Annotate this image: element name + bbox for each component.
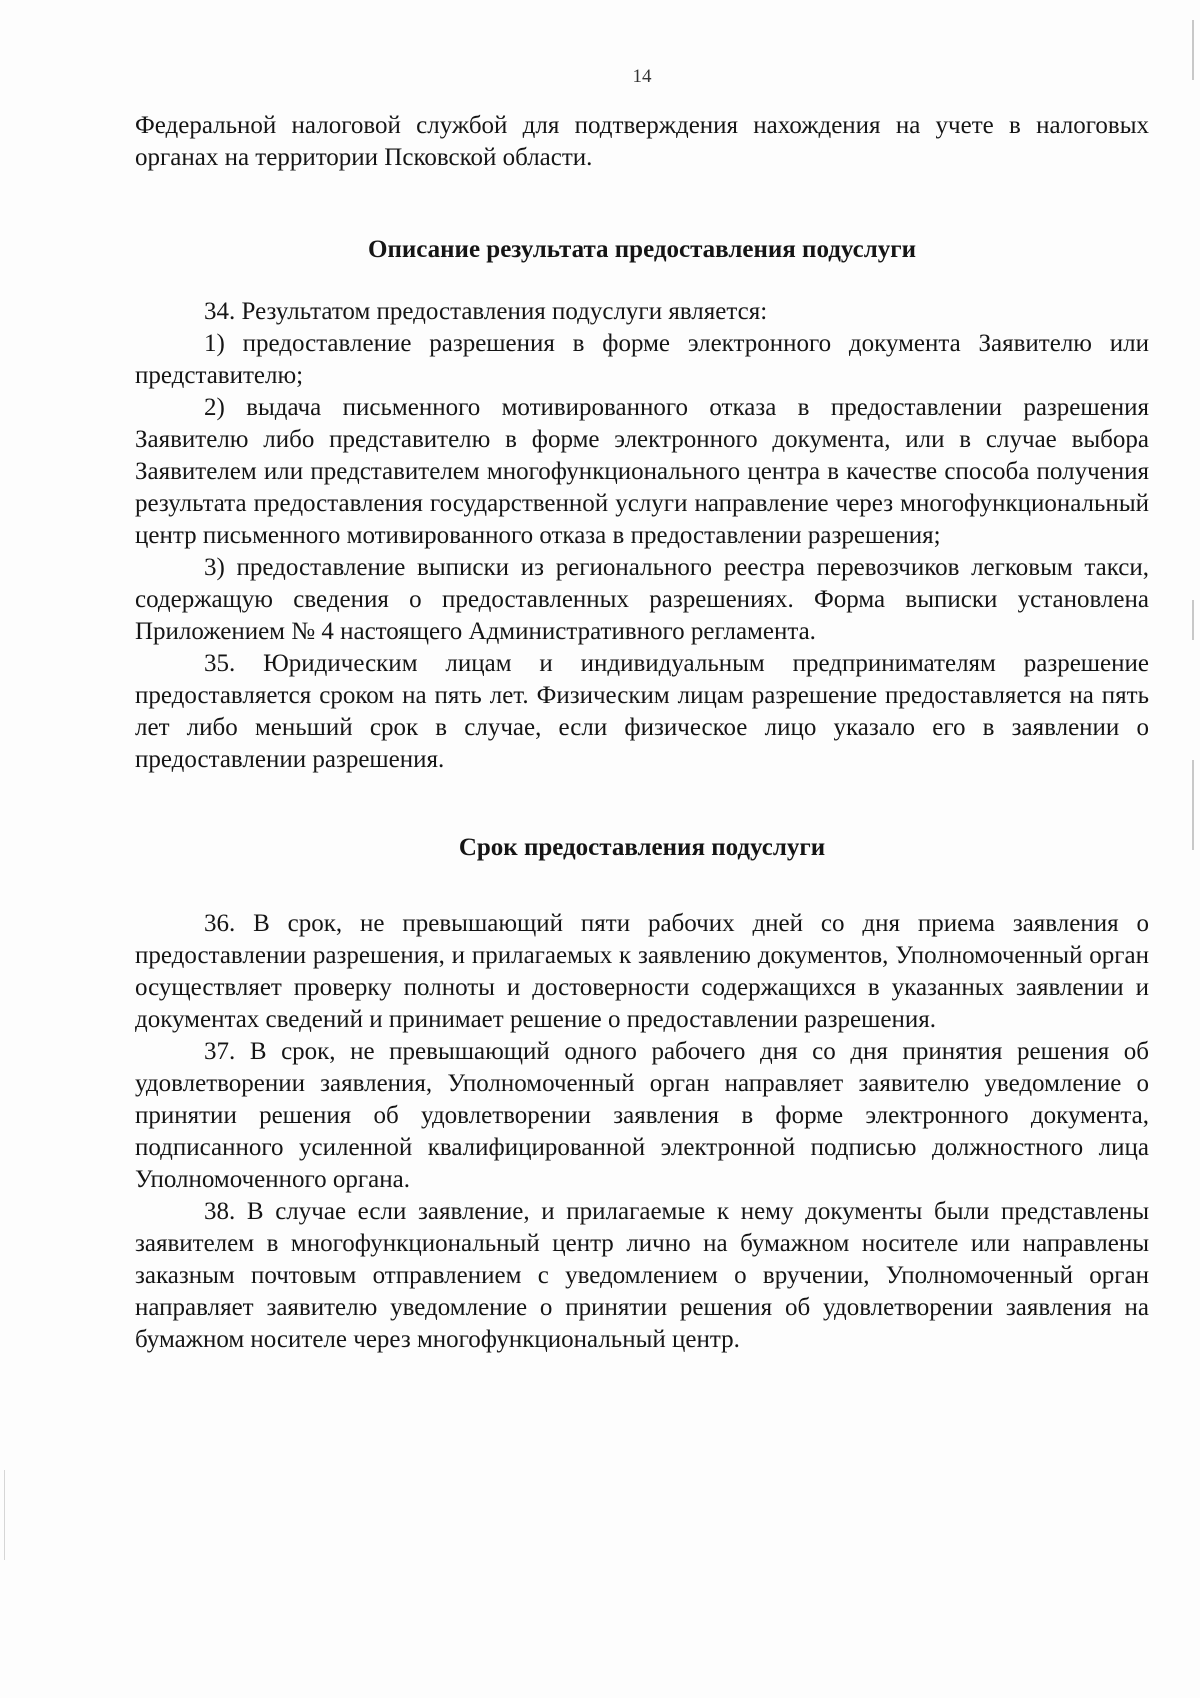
document-body — [135, 110, 1149, 1356]
paragraph-37: 37. В срок, не превышающий одного рабочего дня со дня принятия решения об удовлетворении заявления, Уполномоченный орган направляет заявителю уведомление о принятии решения об удовлетворении заявления в форме электронного документа, подписанного усиленной квалифицированной электронной подписью должностного лица Уполномоченного органа. — [135, 1038, 1149, 1193]
scan-edge-mark — [1192, 20, 1194, 80]
paragraph-34-item-3: 3) предоставление выписки из регионального реестра перевозчиков легковым такси, содержащую сведения о предоставленных разрешениях. Форма выписки установлена Приложением № 4 настоящего Административного регламента. — [135, 554, 1149, 645]
section-heading-term: Срок предоставления подуслуги — [458, 834, 826, 861]
scan-edge-mark — [4, 1470, 5, 1560]
scan-edge-mark — [1192, 760, 1194, 850]
paragraph-34: 34. Результатом предоставления подуслуги является: — [204, 298, 768, 325]
paragraph-34-item-1: 1) предоставление разрешения в форме электронного документа Заявителю или представителю; — [135, 330, 1149, 389]
page-number: 14 — [632, 66, 652, 87]
scan-edge-mark — [1192, 600, 1194, 640]
paragraph-38: 38. В случае если заявление, и прилагаемые к нему документы были представлены заявителем в многофункциональный центр лично на бумажном носителе или направлены заказным почтовым отправлением с уведомлением о вручении, Уполномоченный орган направляет заявителю уведомление о принятии решения об удовлетворении заявления на бумажном носителе через многофункциональный центр. — [135, 1198, 1149, 1353]
paragraph-35: 35. Юридическим лицам и индивидуальным предпринимателям разрешение предоставляется сроком на пять лет. Физическим лицам разрешение предоставляется на пять лет либо меньший срок в случае, если физическое лицо указало его в заявлении о предоставлении разрешения. — [135, 650, 1149, 773]
intro-paragraph: Федеральной налоговой службой для подтверждения нахождения на учете в налоговых органах на территории Псковской области. — [135, 112, 1149, 171]
section-heading-result: Описание результата предоставления подуслуги — [368, 236, 916, 263]
paragraph-36: 36. В срок, не превышающий пяти рабочих дней со дня приема заявления о предоставлении разрешения, и прилагаемых к заявлению документов, Уполномоченный орган осуществляет проверку полноты и достоверности содержащихся в указанных заявлении и документах сведений и принимает решение о предоставлении разрешения. — [135, 910, 1149, 1033]
paragraph-34-item-2: 2) выдача письменного мотивированного отказа в предоставлении разрешения Заявителю либо представителю в форме электронного документа, или в случае выбора Заявителем или представителем многофункционального центра в качестве способа получения результата предоставления государственной услуги направление через многофункциональный центр письменного мотивированного отказа в предоставлении разрешения; — [135, 394, 1149, 549]
